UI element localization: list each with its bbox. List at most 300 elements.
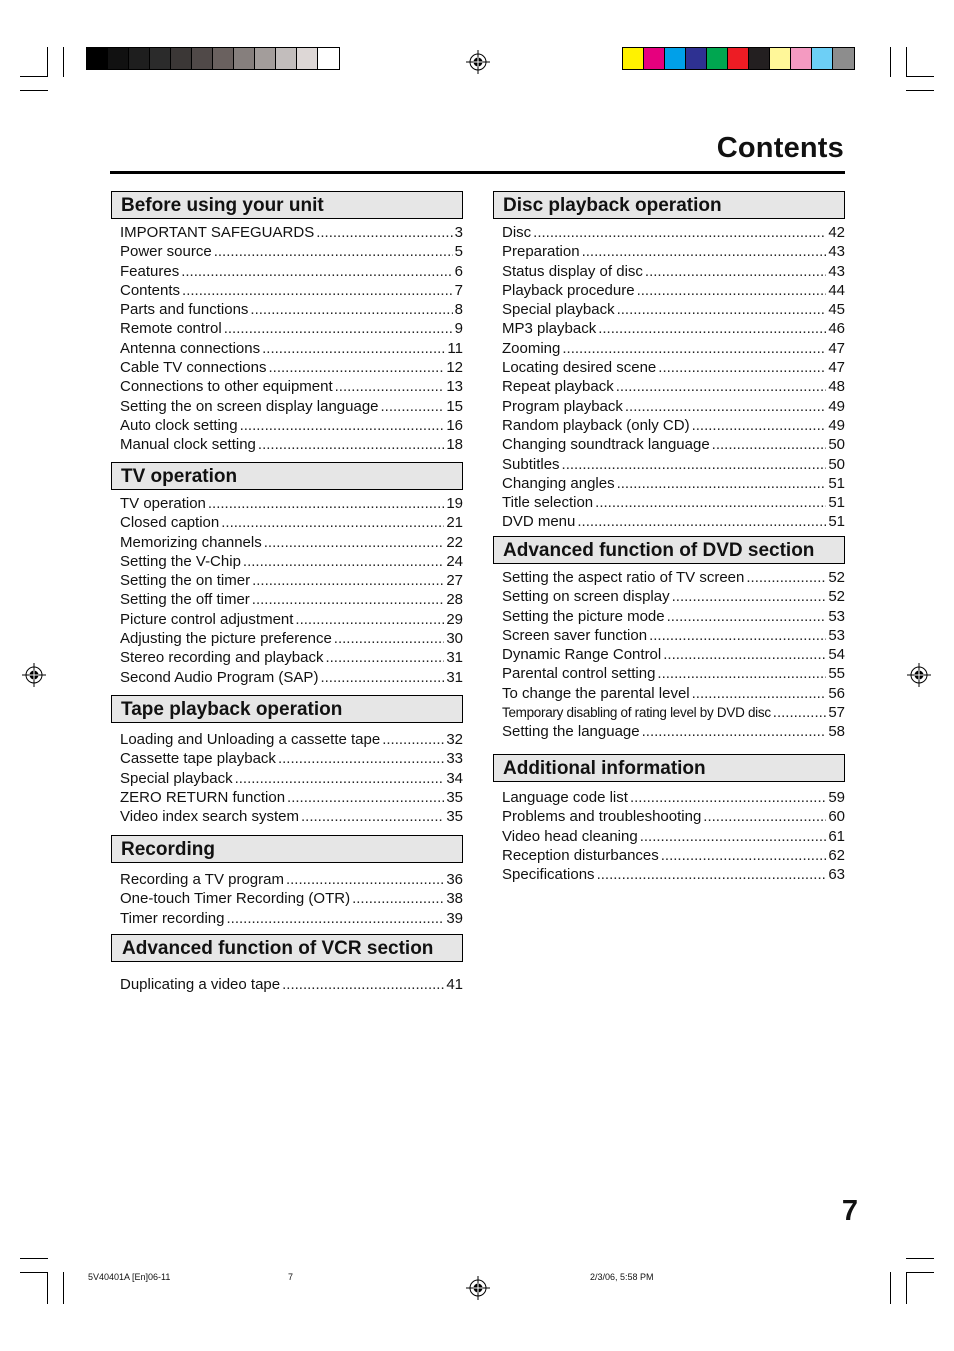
toc-entry-label: Setting the on timer [120,572,251,590]
crop-mark [20,90,48,91]
toc-entry-label: Power source [120,243,212,261]
color-swatch [749,48,770,69]
dot-leader [703,807,826,826]
toc-entry-label: Locating desired scene [502,359,657,377]
toc-entry-label: Second Audio Program (SAP) [120,668,319,686]
toc-entry-page: 22 [446,533,463,551]
toc-entry[interactable] [502,827,845,846]
toc-entry[interactable] [502,300,845,319]
dot-leader [667,607,827,626]
toc-entry-page: 27 [446,572,463,590]
toc-entry-page: 13 [446,378,463,396]
toc-entry[interactable] [120,749,463,768]
toc-entry[interactable] [120,730,463,749]
section-heading: Advanced function of VCR section [111,934,463,962]
toc-entry-page: 35 [446,788,463,806]
toc-entry-page: 42 [828,224,845,241]
toc-entry-page: 52 [828,569,845,586]
toc-entry-label: Antenna connections [120,339,261,357]
dot-leader [597,865,827,884]
toc-entry[interactable] [502,262,845,281]
crop-mark [906,90,934,91]
dot-leader [252,571,444,590]
toc-section [493,536,845,742]
toc-entry-page: 55 [828,665,845,683]
toc-entry[interactable] [120,435,463,454]
toc-entry-label: Screen saver function [502,626,648,644]
dot-leader [262,339,445,358]
toc-entry[interactable] [120,889,463,908]
toc-entry-page: 19 [446,495,463,512]
dot-leader [301,807,444,826]
toc-entry-label: Language code list [502,789,628,806]
toc-entry-label: Subtitles [502,455,560,473]
registration-mark-icon [466,50,490,74]
color-swatch [833,48,854,69]
toc-entry[interactable] [502,684,845,703]
toc-entry-page: 51 [828,513,845,531]
toc-entry-label: Features [120,262,180,280]
toc-entry-page: 30 [446,630,463,648]
dot-leader [582,242,827,261]
toc-entry-label: Video head cleaning [502,827,638,845]
toc-entry-list [111,494,463,687]
toc-entry-label: Recording a TV program [120,871,284,888]
toc-entry[interactable] [120,339,463,358]
title-rule [110,171,845,174]
toc-entry-label: Parts and functions [120,301,249,319]
section-heading: Advanced function of DVD section [493,536,845,564]
toc-entry[interactable] [502,626,845,645]
dot-leader [295,610,444,629]
toc-entry[interactable] [120,668,463,687]
toc-entry[interactable] [120,648,463,667]
toc-entry-page: 49 [828,416,845,434]
toc-entry-label: MP3 playback [502,320,597,338]
toc-entry-page: 28 [446,591,463,609]
crop-mark [906,47,907,77]
toc-entry-label: Closed caption [120,514,220,532]
dot-leader [640,827,827,846]
dot-leader [658,358,826,377]
toc-entry-page: 43 [828,243,845,261]
color-swatch [728,48,749,69]
toc-entry-page: 47 [828,359,845,377]
dot-leader [746,568,826,587]
toc-entry-page: 45 [828,301,845,319]
toc-entry[interactable] [502,512,845,531]
dot-leader [562,339,826,358]
toc-entry-page: 33 [446,750,463,768]
color-swatch [297,48,318,69]
toc-entry-page: 11 [447,339,463,357]
dot-leader [692,416,827,435]
process-color-bar [622,47,855,70]
dot-leader [672,587,827,606]
dot-leader [649,626,826,645]
toc-entry-page: 57 [828,704,845,722]
toc-entry[interactable] [502,397,845,416]
toc-entry-label: Remote control [120,320,222,338]
dot-leader [316,223,452,242]
toc-entry-label: Preparation [502,243,580,261]
toc-entry[interactable] [120,552,463,571]
toc-entry-label: Setting the language [502,723,640,741]
toc-section [493,191,845,532]
crop-mark [906,1258,934,1259]
toc-entry[interactable] [120,494,463,513]
dot-leader [240,416,445,435]
toc-entry-page: 15 [446,397,463,415]
toc-entry[interactable] [502,319,845,338]
toc-entry-label: TV operation [120,495,206,512]
toc-entry[interactable] [120,262,463,281]
toc-entry-list [111,223,463,455]
dot-leader [630,788,826,807]
toc-entry-page: 18 [446,436,463,454]
toc-entry-page: 3 [454,224,463,241]
toc-entry-label: Auto clock setting [120,416,238,434]
toc-entry-label: Changing angles [502,474,615,492]
dot-leader [181,262,452,281]
toc-entry-page: 56 [828,684,845,702]
dot-leader [268,358,444,377]
dot-leader [252,590,445,609]
toc-entry-label: Parental control setting [502,665,656,683]
toc-entry[interactable] [502,281,845,300]
toc-entry[interactable] [120,397,463,416]
dot-leader [617,300,827,319]
toc-entry-page: 50 [828,455,845,473]
toc-entry-list [493,223,845,532]
toc-entry-label: Temporary disabling of rating level by DVD disc [502,705,771,721]
crop-mark [20,1258,48,1259]
color-swatch [129,48,150,69]
crop-mark [47,47,48,77]
toc-entry-page: 54 [828,646,845,664]
dot-leader [616,377,827,396]
toc-entry[interactable] [120,909,463,928]
color-swatch [87,48,108,69]
toc-entry-page: 47 [828,339,845,357]
toc-entry-label: DVD menu [502,513,576,531]
dot-leader [382,730,444,749]
toc-entry-label: Picture control adjustment [120,610,294,628]
crop-mark [63,47,64,77]
color-swatch [644,48,665,69]
section-heading: Before using your unit [111,191,463,219]
toc-entry-label: Memorizing channels [120,533,262,551]
section-heading: Additional information [493,754,845,782]
toc-entry-label: Dynamic Range Control [502,646,662,664]
dot-leader [657,664,826,683]
toc-entry-label: Adjusting the picture preference [120,630,332,648]
toc-entry[interactable] [120,807,463,826]
toc-entry-page: 62 [828,846,845,864]
toc-entry-label: Setting the aspect ratio of TV screen [502,569,745,586]
toc-entry[interactable] [120,358,463,377]
toc-entry[interactable] [502,358,845,377]
color-swatch [255,48,276,69]
toc-entry-label: Changing soundtrack language [502,436,710,454]
crop-mark [890,1272,891,1304]
toc-entry[interactable] [120,571,463,590]
dot-leader [226,909,444,928]
toc-entry-label: Setting the off timer [120,591,250,609]
toc-entry[interactable] [120,223,463,242]
toc-entry[interactable] [120,610,463,629]
toc-entry-label: Special playback [502,301,615,319]
color-swatch [812,48,833,69]
toc-entry-label: Connections to other equipment [120,378,333,396]
gray-color-bar [86,47,340,70]
toc-entry-page: 21 [446,514,463,532]
toc-section [111,695,463,826]
color-swatch [150,48,171,69]
toc-entry-label: ZERO RETURN function [120,788,286,806]
toc-entry-label: Random playback (only CD) [502,416,690,434]
toc-entry-page: 51 [828,494,845,512]
toc-entry-label: Title selection [502,494,594,512]
color-swatch [623,48,644,69]
toc-entry-list [493,788,845,884]
toc-entry-page: 34 [446,769,463,787]
toc-entry[interactable] [502,242,845,261]
color-swatch [318,48,339,69]
toc-entry-label: Manual clock setting [120,436,256,454]
toc-entry-page: 41 [446,976,463,993]
toc-entry[interactable] [502,703,845,722]
toc-section [493,754,845,884]
toc-entry-label: Program playback [502,397,623,415]
toc-entry-page: 29 [446,610,463,628]
toc-entry-label: Timer recording [120,909,225,927]
toc-entry-label: One-touch Timer Recording (OTR) [120,890,351,908]
toc-entry-list [111,975,463,994]
dot-leader [282,975,444,994]
section-heading: Disc playback operation [493,191,845,219]
dot-leader [334,629,445,648]
toc-entry-page: 44 [828,281,845,299]
toc-entry-label: Special playback [120,769,233,787]
toc-entry[interactable] [502,664,845,683]
toc-entry[interactable] [120,788,463,807]
toc-entry-page: 50 [828,436,845,454]
dot-leader [278,749,444,768]
toc-entry-label: Duplicating a video tape [120,976,281,993]
toc-entry-page: 51 [828,474,845,492]
toc-entry-label: Zooming [502,339,561,357]
toc-entry-label: Setting on screen display [502,588,670,606]
dot-leader [625,397,826,416]
toc-entry[interactable] [502,865,845,884]
dot-leader [264,533,445,552]
dot-leader [562,455,827,474]
footer-code: 5V40401A [En]06-11 [88,1272,171,1282]
toc-entry-label: Setting the on screen display language [120,397,379,415]
toc-entry-label: Stereo recording and playback [120,649,324,667]
toc-entry[interactable] [120,769,463,788]
toc-entry[interactable] [502,807,845,826]
footer-page: 7 [288,1272,294,1282]
toc-entry-page: 12 [446,359,463,377]
toc-entry[interactable] [120,300,463,319]
dot-leader [335,377,445,396]
crop-mark [906,1272,934,1273]
color-swatch [791,48,812,69]
dot-leader [595,493,826,512]
page-title: Contents [716,132,844,164]
toc-entry[interactable] [120,242,463,261]
dot-leader [617,474,827,493]
toc-entry-page: 31 [446,649,463,667]
color-swatch [108,48,129,69]
toc-entry[interactable] [502,377,845,396]
dot-leader [598,319,826,338]
dot-leader [250,300,452,319]
toc-entry-page: 38 [446,890,463,908]
toc-entry-label: Reception disturbances [502,846,659,864]
dot-leader [320,668,444,687]
dot-leader [287,788,444,807]
color-swatch [770,48,791,69]
section-heading: Recording [111,835,463,863]
dot-leader [637,281,827,300]
dot-leader [224,319,453,338]
toc-entry-page: 60 [828,808,845,826]
toc-entry[interactable] [120,870,463,889]
toc-entry-page: 5 [454,243,463,261]
toc-entry[interactable] [502,607,845,626]
dot-leader [533,223,826,242]
color-swatch [665,48,686,69]
toc-section [111,462,463,687]
crop-mark [20,76,48,77]
toc-entry-page: 7 [454,281,463,299]
toc-entry-page: 32 [446,731,463,748]
toc-entry-page: 52 [828,588,845,606]
toc-entry[interactable] [502,474,845,493]
color-swatch [171,48,192,69]
toc-entry[interactable] [502,455,845,474]
section-heading: TV operation [111,462,463,490]
toc-entry[interactable] [502,568,845,587]
dot-leader [258,435,444,454]
toc-entry-page: 31 [446,668,463,686]
toc-entry-label: Specifications [502,866,595,884]
color-swatch [276,48,297,69]
toc-entry[interactable] [502,788,845,807]
toc-entry-label: Cassette tape playback [120,750,276,768]
toc-entry[interactable] [502,722,845,741]
toc-entry-page: 49 [828,397,845,415]
toc-entry-label: Cable TV connections [120,359,267,377]
toc-entry-page: 8 [454,301,463,319]
toc-entry[interactable] [502,416,845,435]
toc-entry[interactable] [502,587,845,606]
toc-entry-page: 24 [446,552,463,570]
toc-entry-label: Playback procedure [502,281,635,299]
dot-leader [243,552,444,571]
toc-entry-label: Repeat playback [502,378,614,396]
toc-entry[interactable] [120,975,463,994]
toc-entry-page: 46 [828,320,845,338]
toc-entry[interactable] [120,319,463,338]
toc-entry-label: Contents [120,281,181,299]
dot-leader [235,769,445,788]
toc-entry[interactable] [120,416,463,435]
toc-entry-page: 63 [828,866,845,884]
toc-entry-label: Status display of disc [502,262,643,280]
dot-leader [642,722,827,741]
dot-leader [712,435,827,454]
toc-entry[interactable] [120,513,463,532]
toc-entry-label: Loading and Unloading a cassette tape [120,731,381,748]
toc-entry-page: 53 [828,607,845,625]
toc-entry-list [111,730,463,826]
section-heading: Tape playback operation [111,695,463,723]
toc-entry[interactable] [502,223,845,242]
toc-entry-label: Disc [502,224,532,241]
toc-section [111,835,463,928]
toc-entry[interactable] [120,281,463,300]
color-swatch [707,48,728,69]
toc-entry-label: Video index search system [120,808,299,826]
dot-leader [325,648,444,667]
toc-entry[interactable] [502,645,845,664]
toc-entry-page: 6 [454,262,463,280]
toc-entry[interactable] [120,629,463,648]
toc-entry[interactable] [120,590,463,609]
crop-mark [906,1272,907,1304]
toc-entry[interactable] [502,339,845,358]
toc-entry[interactable] [502,493,845,512]
toc-entry-label: Problems and troubleshooting [502,808,702,826]
page-number: 7 [841,1195,858,1227]
toc-entry-page: 58 [828,723,845,741]
dot-leader [663,645,826,664]
toc-entry-list [111,870,463,928]
dot-leader [773,703,827,722]
toc-entry-page: 53 [828,626,845,644]
toc-entry-label: IMPORTANT SAFEGUARDS [120,224,315,241]
toc-entry-page: 9 [454,320,463,338]
dot-leader [381,397,445,416]
dot-leader [286,870,444,889]
toc-entry-page: 48 [828,378,845,396]
crop-mark [890,47,891,77]
dot-leader [692,684,827,703]
toc-entry[interactable] [502,435,845,454]
dot-leader [577,512,826,531]
crop-mark [63,1272,64,1304]
dot-leader [214,242,453,261]
toc-section [111,934,463,994]
toc-section [111,191,463,455]
color-swatch [686,48,707,69]
dot-leader [182,281,453,300]
registration-mark-icon [466,1276,490,1300]
toc-entry[interactable] [502,846,845,865]
toc-entry-list [493,568,845,742]
toc-entry[interactable] [120,533,463,552]
crop-mark [906,76,934,77]
toc-entry[interactable] [120,377,463,396]
toc-entry-page: 39 [446,909,463,927]
toc-entry-label: Setting the V-Chip [120,552,241,570]
registration-mark-icon [22,663,46,687]
footer-datetime: 2/3/06, 5:58 PM [590,1272,654,1282]
